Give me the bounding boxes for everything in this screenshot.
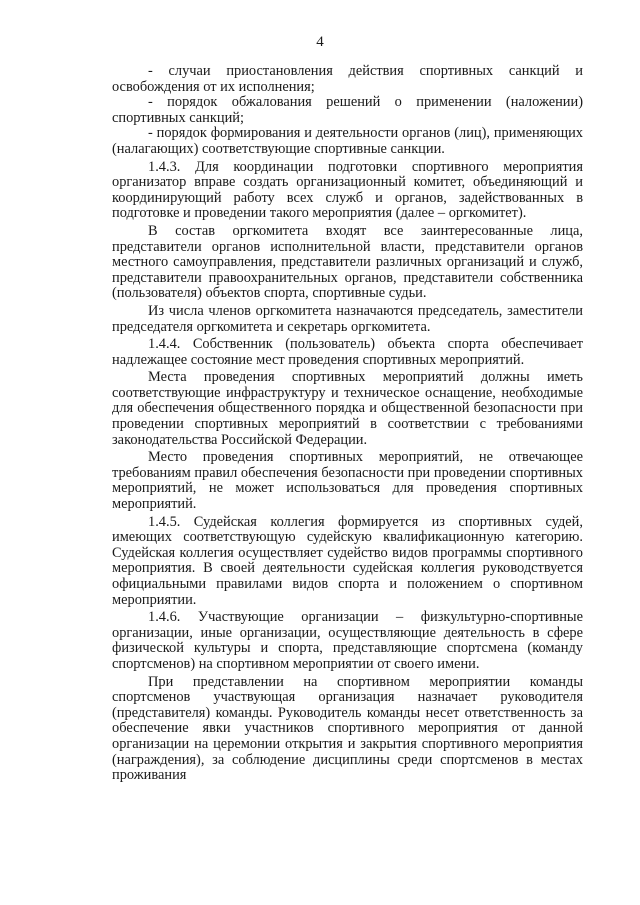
paragraph-suspension-cases: - случаи приостановления действия спортивных санкций и освобождения от их исполнения; xyxy=(112,63,583,95)
paragraph-1-4-6: 1.4.6. Участвующие организации – физкультурно-спортивные организации, иные организации, осуществляющие деятельность в сфере физической культуры и спорта, представляющие спортсмена (команду спортсменов) на спортивном мероприятии от своего имени. xyxy=(112,609,583,672)
paragraph-venue-requirements: Места проведения спортивных мероприятий должны иметь соответствующие инфраструктуру и техническое оснащение, необходимые для обеспечения общественного порядка и общественной безопасности при проведении спортивных мероприятий в соответствии с требованиями законодательства Российской Федерации. xyxy=(112,369,583,448)
document-body xyxy=(112,64,583,784)
paragraph-venue-noncompliance: Место проведения спортивных мероприятий, не отвечающее требованиям правил обеспечения безопасности при проведении спортивных мероприятий, не может использоваться для проведения спортивных мероприятий. xyxy=(112,449,583,513)
paragraph-1-4-5: 1.4.5. Судейская коллегия формируется из спортивных судей, имеющих соответствующую судейскую квалификационную категорию. Судейская коллегия осуществляет судейство видов программы спортивного мероприятия. В своей деятельности судейская коллегия руководствуется официальными правилами видов спорта и положением о спортивном мероприятии. xyxy=(112,513,583,608)
page-number: 4 xyxy=(316,34,324,50)
paragraph-bodies-procedure: - порядок формирования и деятельности органов (лиц), применяющих (налагающих) соответствующие спортивные санкции. xyxy=(112,125,583,157)
paragraph-team-representative: При представлении на спортивном мероприятии команды спортсменов участвующая организация назначает руководителя (представителя) команды. Руководитель команды несет ответственность за обеспечение явки участников спортивного мероприятия от данной организации на церемонии открытия и закрытия спортивного мероприятия (награждения), за соблюдение дисциплины среди спортсменов в местах проживания xyxy=(112,673,583,784)
paragraph-committee-composition: В состав оргкомитета входят все заинтересованные лица, представители органов исполнительной власти, представители органов местного самоуправления, представители различных организаций и служб, представители правоохранительных органов, представители собственника (пользователя) объектов спорта, спортивные судьи. xyxy=(112,222,583,302)
paragraph-committee-chair: Из числа членов оргкомитета назначаются председатель, заместители председателя оргкомитета и секретарь оргкомитета. xyxy=(112,302,583,335)
paragraph-1-4-3: 1.4.3. Для координации подготовки спортивного мероприятия организатор вправе создать организационный комитет, объединяющий и координирующий работу всех служб и органов, задействованных в подготовке и проведении такого мероприятия (далее – оргкомитет). xyxy=(112,158,583,222)
paragraph-1-4-4: 1.4.4. Собственник (пользователь) объекта спорта обеспечивает надлежащее состояние мест проведения спортивных мероприятий. xyxy=(112,336,583,368)
paragraph-appeal-procedure: - порядок обжалования решений о применении (наложении) спортивных санкций; xyxy=(112,94,583,126)
